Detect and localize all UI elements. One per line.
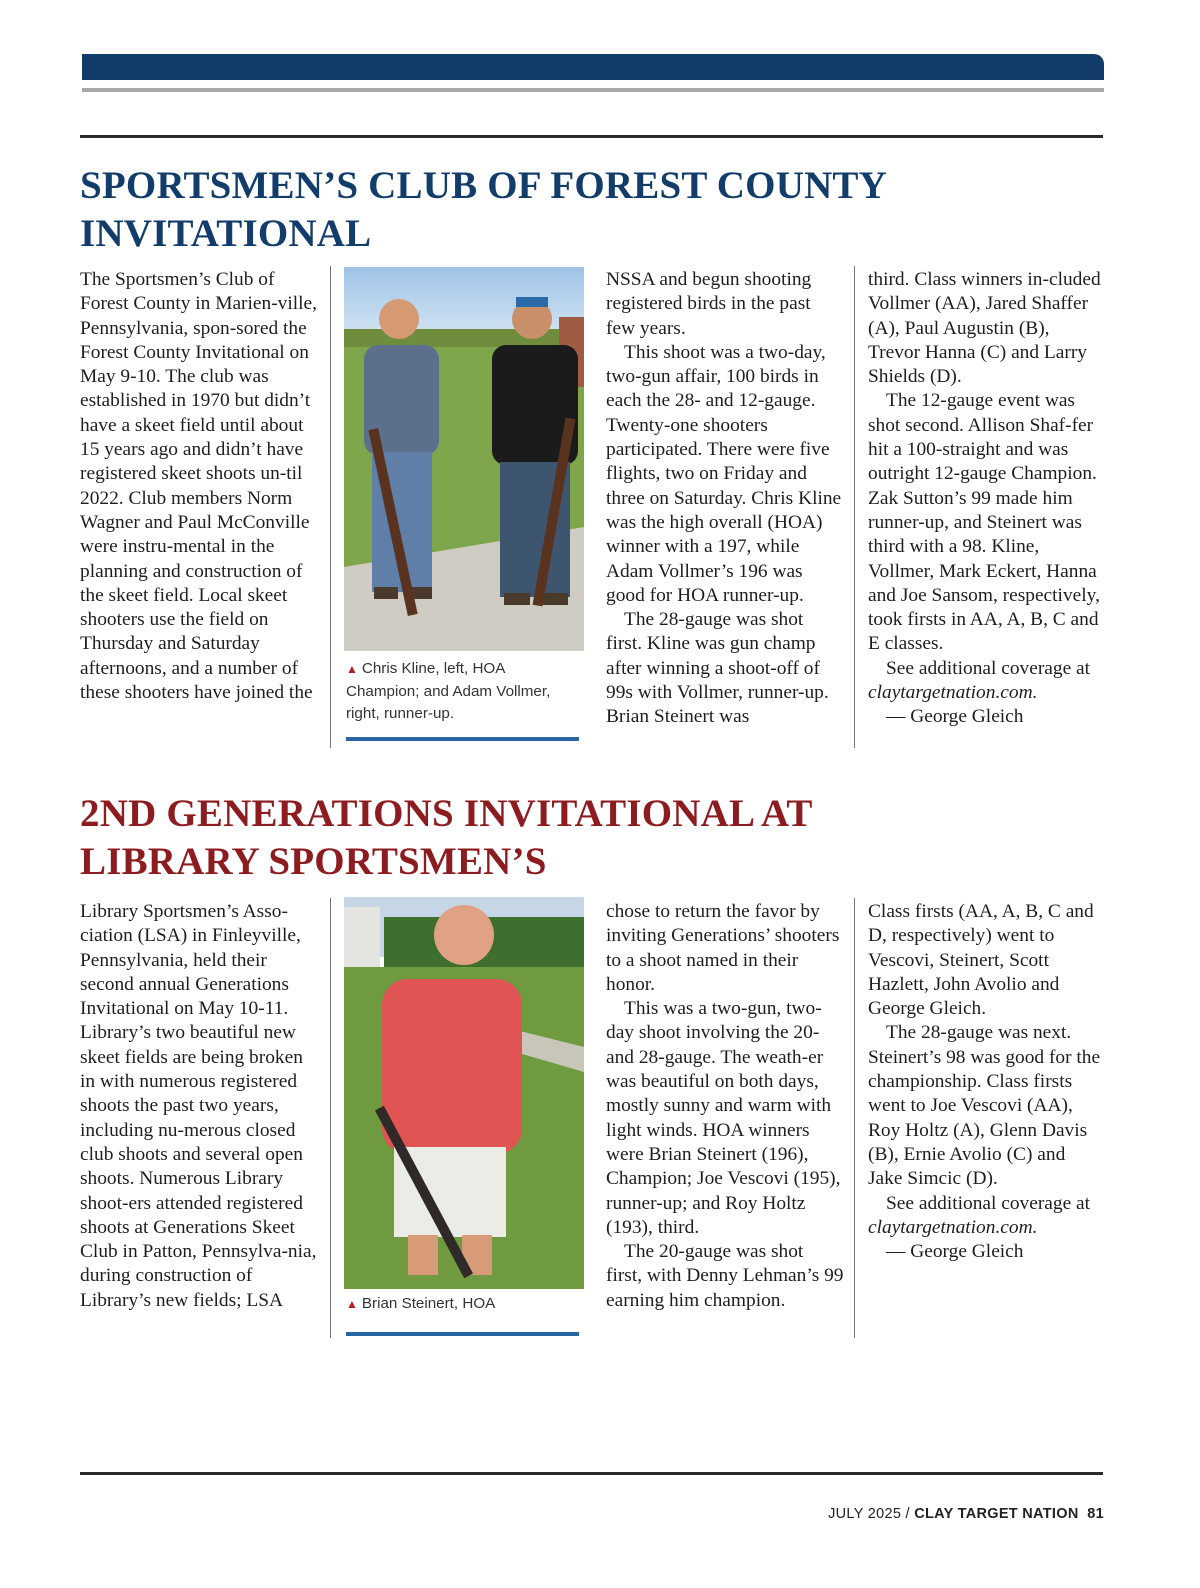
article1-column-1: [80, 268, 320, 705]
article2-photo: [344, 897, 584, 1289]
article1-col1-text: The Sportsmen’s Club of Forest County in Marien-ville, Pennsylvania, spon-sored the Forest County Invitational on May 9-10. The club was established in 1970 but didn’t have a skeet field until about 15 years ago and didn’t have registered skeet shoots un-til 2022. Club members Norm Wagner and Paul McConville were instru-mental in the planning and construction of the skeet field. Local skeet shooters use the field on Thursday and Saturday afternoons, and a number of these shooters have joined the: [80, 269, 317, 704]
article1-photo: [344, 267, 584, 651]
article1-caption-text: Chris Kline, left, HOA Champion; and Adam Vollmer, right, runner-up.: [346, 660, 551, 722]
article2-title: [80, 790, 813, 886]
article2-col3-p3: The 20-gauge was shot first, with Denny Lehman’s 99 earning him champion.: [606, 1241, 844, 1311]
article2-col4-p3-pre: See additional coverage at: [886, 1192, 1091, 1214]
column-divider: [854, 266, 855, 748]
article2-title-line2: LIBRARY SPORTSMEN’S: [80, 840, 547, 883]
article1-website-link: claytargetnation.com.: [868, 682, 1038, 704]
article1-byline: — George Gleich: [886, 706, 1024, 728]
footer-date: JULY 2025 /: [828, 1506, 910, 1522]
article1-caption: [346, 658, 578, 726]
photo-steinert: [344, 897, 584, 1289]
article1-col3-p2: This shoot was a two-day, two-gun affair, 100 birds in each the 28- and 12-gauge. Twenty-one shooters participated. There were five flights, two on Friday and three on Saturday. Chris Kline was the high overall (HOA) winner with a 197, while Adam Vollmer’s 196 was good for HOA runner-up.: [606, 341, 842, 606]
column-divider: [330, 898, 331, 1338]
caption-triangle-icon: ▲: [346, 662, 358, 676]
article1-column-3: [606, 268, 844, 730]
column-divider: [330, 266, 331, 748]
article2-website-link: claytargetnation.com.: [868, 1216, 1038, 1238]
article2-col4-p3: [868, 1192, 1104, 1241]
article1-caption-rule: [346, 737, 579, 741]
article2-caption-rule: [346, 1332, 579, 1336]
section-rule-top: [80, 135, 1103, 138]
article2-column-4: [868, 900, 1104, 1264]
article2-caption: [346, 1293, 578, 1316]
article2-byline: — George Gleich: [886, 1241, 1024, 1263]
article2-column-1: [80, 900, 320, 1313]
article2-col1-text: Library Sportsmen’s Asso-ciation (LSA) in Finleyville, Pennsylvania, held their second annual Generations Invitational on May 10-11. Library’s two beautiful new skeet fields are being broken in with numerous registered shoots the past two years, including nu-merous closed club shoots and several open shoots. Numerous Library shoot-ers attended registered shoots at Generations Skeet Club in Patton, Pennsylva-nia, during construction of Library’s new fields; LSA: [80, 901, 317, 1311]
article2-title-line1: 2ND GENERATIONS INVITATIONAL AT: [80, 792, 813, 835]
footer-rule: [80, 1472, 1103, 1475]
article2-caption-text: Brian Steinert, HOA: [361, 1295, 496, 1312]
article2-col4-p1: Class firsts (AA, A, B, C and D, respectively) went to Vescovi, Steinert, Scott Hazlett, John Avolio and George Gleich.: [868, 901, 1094, 1020]
article1-column-4: [868, 268, 1104, 730]
header-rule: [82, 88, 1104, 92]
footer-magazine: CLAY TARGET NATION: [914, 1506, 1079, 1522]
article1-title: [80, 162, 887, 258]
page-number: 81: [1087, 1506, 1104, 1522]
photo-kline-vollmer: [344, 267, 584, 651]
article1-col3-p3: The 28-gauge was shot first. Kline was gun champ after winning a shoot-off of 99s with Vollmer, runner-up. Brian Steinert was: [606, 609, 829, 728]
article1-col4-p3: [868, 657, 1104, 706]
page-footer: [828, 1506, 1104, 1522]
article1-col4-p2: The 12-gauge event was shot second. Allison Shaf-fer hit a 100-straight and was outright 12-gauge Champion. Zak Sutton’s 99 made him runner-up, and Steinert was third with a 98. Kline, Vollmer, Mark Eckert, Hanna and Joe Sansom, respectively, took firsts in AA, A, B, C and E classes.: [868, 390, 1100, 655]
article1-col4-p1: third. Class winners in-cluded Vollmer (AA), Jared Shaffer (A), Paul Augustin (B), Trevor Hanna (C) and Larry Shields (D).: [868, 269, 1101, 388]
article2-col3-p2: This was a two-gun, two-day shoot involving the 20- and 28-gauge. The weath-er was beautiful on both days, mostly sunny and warm with light winds. HOA winners were Brian Steinert (196), Champion; Joe Vescovi (195), runner-up; and Roy Holtz (193), third.: [606, 998, 841, 1238]
article2-col4-p2: The 28-gauge was next. Steinert’s 98 was good for the championship. Class firsts went to Joe Vescovi (AA), Roy Holtz (A), Glenn Davis (B), Ernie Avolio (C) and Jake Simcic (D).: [868, 1022, 1101, 1190]
article2-column-3: [606, 900, 844, 1313]
article1-col3-p1: NSSA and begun shooting registered birds in the past few years.: [606, 269, 812, 339]
header-bar: [82, 54, 1104, 80]
article2-col3-p1: chose to return the favor by inviting Generations’ shooters to a shoot named in their honor.: [606, 901, 840, 995]
article1-title-line1: SPORTSMEN’S CLUB OF FOREST COUNTY: [80, 164, 888, 207]
article1-col4-p3-pre: See additional coverage at: [886, 657, 1091, 679]
column-divider: [854, 898, 855, 1338]
caption-triangle-icon: ▲: [346, 1297, 358, 1311]
article1-title-line2: INVITATIONAL: [80, 212, 372, 255]
